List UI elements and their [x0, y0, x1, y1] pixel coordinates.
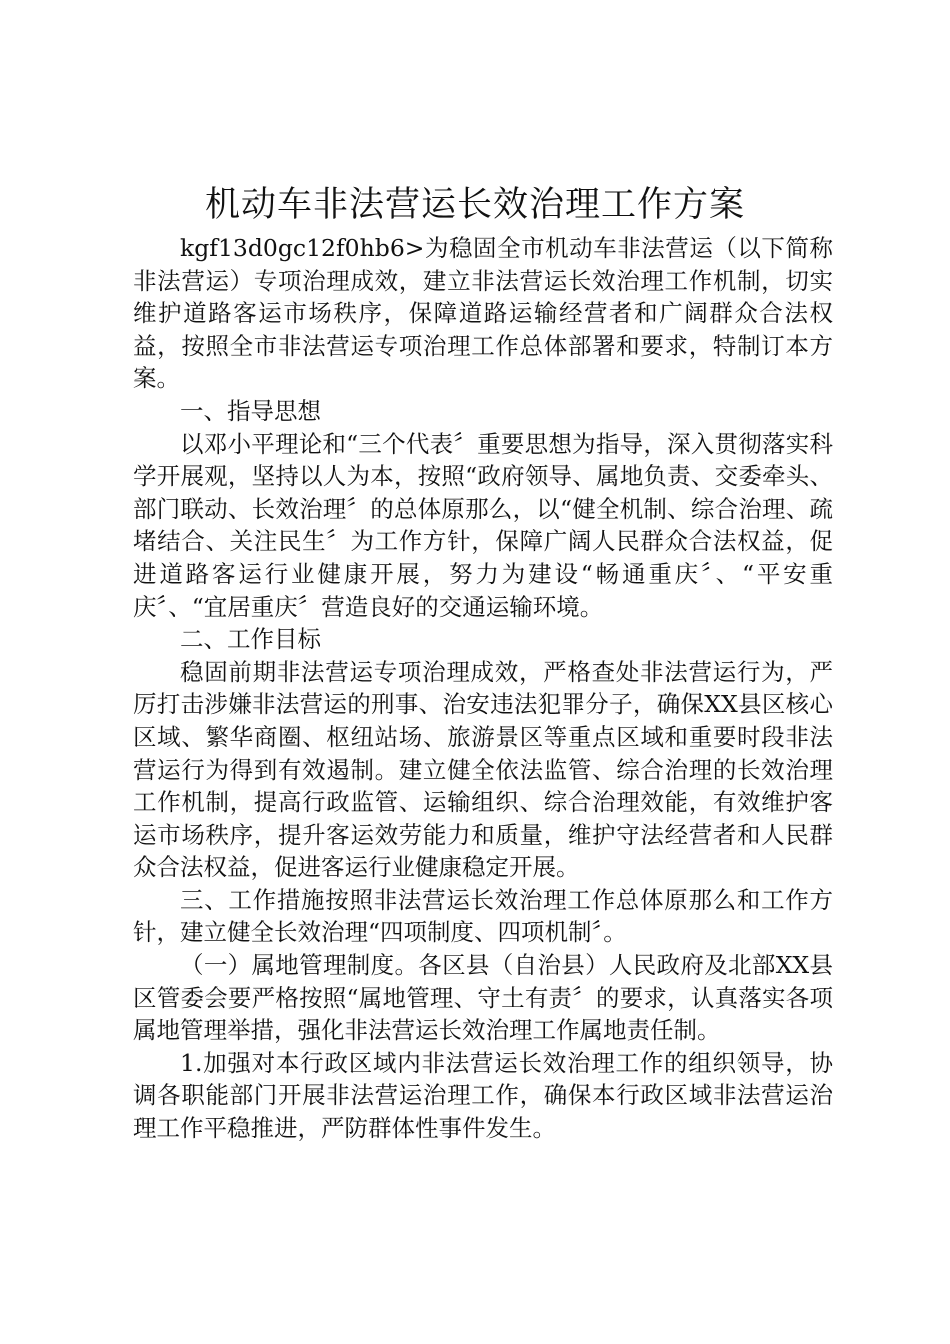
territorial-management-paragraph: （一）属地管理制度。各区县（自治县）人民政府及北部XX县区管委会要严格按照“属地管理、守土有责〞的要求，认真落实各项属地管理举措，强化非法营运长效治理工作属地责任制。 — [133, 951, 833, 1045]
work-measures-paragraph: 三、工作措施按照非法营运长效治理工作总体原那么和工作方针，建立健全长效治理“四项制度、四项机制〞。 — [133, 885, 833, 947]
document-title: 机动车非法营运长效治理工作方案 — [204, 185, 745, 225]
section-heading-guiding-ideology: 一、指导思想 — [180, 396, 321, 425]
item-1-paragraph: 1.加强对本行政区域内非法营运长效治理工作的组织领导，协调各职能部门开展非法营运治理工作，确保本行政区域非法营运治理工作平稳推进，严防群体性事件发生。 — [133, 1048, 833, 1143]
section-heading-work-goals: 二、工作目标 — [180, 625, 321, 654]
guiding-ideology-paragraph: 以邓小平理论和“三个代表〞重要思想为指导，深入贯彻落实科学开展观，坚持以人为本，按照“政府领导、属地负责、交委牵头、部门联动、长效治理〞的总体原那么，以“健全机制、综合治理、疏堵结合、关注民生〞为工作方针，保障广阔人民群众合法权益，促进道路客运行业健康开展，努力为建设“畅通重庆〞、“平安重庆〞、“宜居重庆〞营造良好的交通运输环境。 — [133, 429, 833, 621]
work-goals-paragraph: 稳固前期非法营运专项治理成效，严格查处非法营运行为，严厉打击涉嫌非法营运的刑事、治安违法犯罪分子，确保XX县区核心区域、繁华商圈、枢纽站场、旅游景区等重点区域和重要时段非法营运行为得到有效遏制。建立健全依法监管、综合治理的长效治理工作机制，提高行政监管、运输组织、综合治理效能，有效维护客运市场秩序，提升客运效劳能力和质量，维护守法经营者和人民群众合法权益，促进客运行业健康稳定开展。 — [133, 657, 833, 882]
document-body — [133, 232, 833, 1145]
intro-paragraph: kgf13d0gc12f0hb6>为稳固全市机动车非法营运（以下简称非法营运）专项治理成效，建立非法营运长效治理工作机制，切实维护道路客运市场秩序，保障道路运输经营者和广阔群众合法权益，按照全市非法营运专项治理工作总体部署和要求，特制订本方案。 — [133, 234, 833, 393]
